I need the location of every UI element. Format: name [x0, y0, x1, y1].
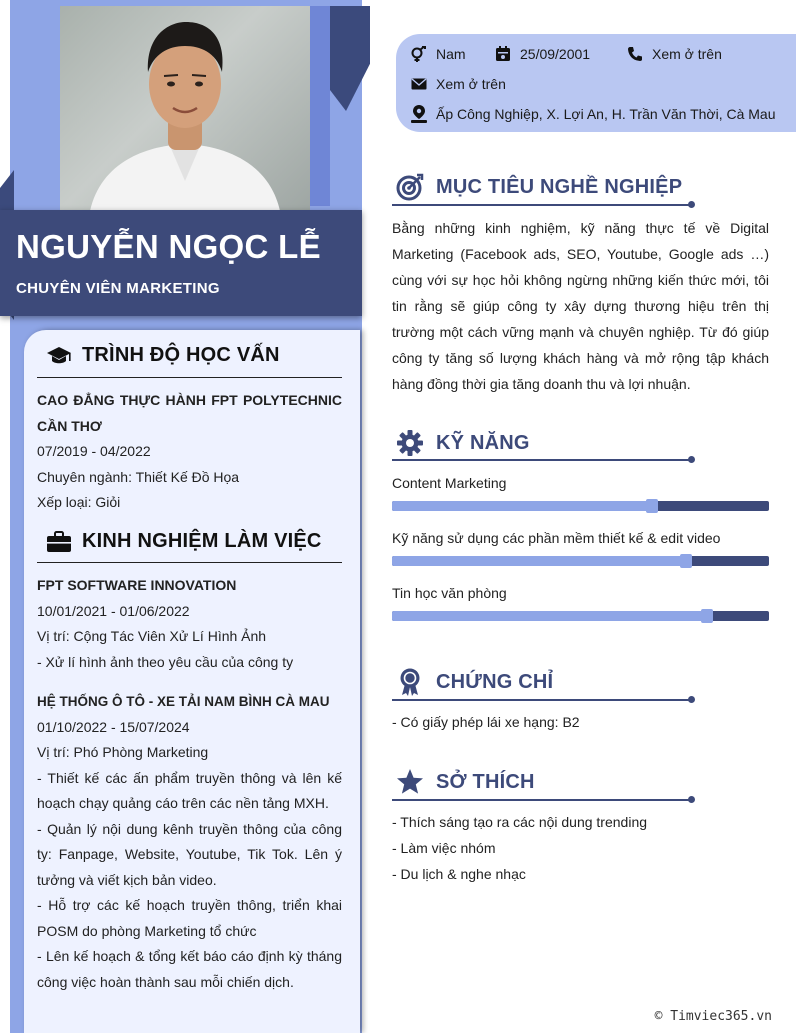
- education-grade: Xếp loại: Giỏi: [37, 494, 121, 510]
- email-value: Xem ở trên: [436, 76, 506, 92]
- education-details: [37, 388, 342, 516]
- phone-icon: [626, 46, 644, 62]
- contact-gender: [410, 46, 466, 62]
- decor-corner-top: [330, 6, 370, 111]
- skill-label: Tin học văn phòng: [392, 585, 507, 601]
- certificate-item: - Có giấy phép lái xe hạng: B2: [392, 714, 580, 730]
- skill-bar: [392, 611, 769, 621]
- gear-icon: [396, 429, 424, 457]
- job-duty: - Xử lí hình ảnh theo yêu cầu của công ty: [37, 653, 294, 670]
- education-school: CAO ĐẲNG THỰC HÀNH FPT POLYTECHNIC CẦN THƠ: [37, 392, 342, 434]
- contact-address: [410, 106, 776, 122]
- skill-bar: [392, 501, 769, 511]
- hobby-item: - Du lịch & nghe nhạc: [392, 866, 526, 882]
- job-period: 01/10/2022 - 15/07/2024: [37, 718, 190, 735]
- job-duty: - Lên kế hoạch & tổng kết báo cáo định kỳ tháng công việc hoàn thành sau mỗi chiến dịch.: [37, 948, 342, 990]
- objective-header: [396, 173, 682, 201]
- certificates-header: [396, 668, 553, 696]
- experience-divider: [37, 562, 342, 563]
- phone-value: Xem ở trên: [652, 46, 722, 62]
- contact-birthday: [494, 46, 590, 62]
- location-pin-icon: [410, 106, 428, 122]
- certificates-title: CHỨNG CHỈ: [436, 670, 554, 693]
- objective-title: MỤC TIÊU NGHỀ NGHIỆP: [436, 175, 683, 198]
- job-company: HỆ THỐNG Ô TÔ - XE TẢI NAM BÌNH CÀ MAU: [37, 694, 330, 709]
- education-divider: [37, 377, 342, 378]
- job-duty: - Thiết kế các ấn phẩm truyền thông và lên kế hoạch chạy quảng cáo trên các nền tảng MXH.: [37, 769, 342, 811]
- objective-text: Bằng những kinh nghiệm, kỹ năng thực tế về Digital Marketing (Facebook ads, SEO, Youtube, Google ads …) cùng với sự học hỏi không ngừng những kiến thức mới, tôi tin rằng sẽ giúp công ty xây dựng thương hiệu trên thị trường một cách vững mạnh và chuyên nghiệp. Từ đó giúp công ty tăng số lượng khách hàng và mở rộng tập khách hàng đồng thời gia tăng doanh thu và lợi nhuận.: [392, 220, 769, 392]
- calendar-icon: [494, 46, 512, 62]
- experience-title: KINH NGHIỆM LÀM VIỆC: [82, 530, 322, 552]
- skill-bar-knob: [646, 499, 658, 513]
- skill-bar: [392, 556, 769, 566]
- job-position: Vị trí: Cộng Tác Viên Xử Lí Hình Ảnh: [37, 628, 267, 644]
- skill-bar-fill: [392, 501, 652, 511]
- job-duty: - Hỗ trợ các kế hoạch truyền thông, triển khai POSM do phòng Marketing tổ chức: [37, 897, 342, 939]
- star-icon: [396, 768, 424, 796]
- objective-divider: [392, 204, 692, 206]
- experience-job-1: [37, 573, 342, 675]
- skill-bar-fill: [392, 556, 686, 566]
- candidate-name: NGUYỄN NGỌC LỄ: [16, 228, 321, 265]
- hobby-item: - Thích sáng tạo ra các nội dung trending: [392, 814, 648, 830]
- hobbies-divider: [392, 799, 692, 801]
- hobbies-header: [396, 768, 535, 796]
- contact-email: [410, 76, 506, 92]
- skill-bar-fill: [392, 611, 707, 621]
- gender-value: Nam: [436, 46, 466, 62]
- envelope-icon: [410, 76, 428, 92]
- contact-phone: [626, 46, 722, 62]
- skills-header: [396, 429, 530, 457]
- watermark: © Timviec365.vn: [654, 1009, 772, 1024]
- skills-divider: [392, 459, 692, 461]
- address-value: Ấp Công Nghiệp, X. Lợi An, H. Trần Văn Thời, Cà Mau: [436, 106, 776, 122]
- profile-photo: [60, 6, 310, 211]
- experience-job-2: [37, 689, 342, 995]
- skills-title: KỸ NĂNG: [436, 431, 530, 454]
- hobbies-title: SỞ THÍCH: [436, 770, 535, 793]
- briefcase-icon: [46, 531, 72, 553]
- experience-header: [46, 530, 322, 553]
- skill-bar-knob: [701, 609, 713, 623]
- skill-bar-knob: [680, 554, 692, 568]
- job-period: 10/01/2021 - 01/06/2022: [37, 602, 190, 619]
- job-position: Vị trí: Phó Phòng Marketing: [37, 744, 209, 760]
- birthday-value: 25/09/2001: [520, 46, 591, 62]
- job-company: FPT SOFTWARE INNOVATION: [37, 577, 237, 593]
- education-title: TRÌNH ĐỘ HỌC VẤN: [82, 344, 280, 366]
- education-major: Chuyên ngành: Thiết Kế Đồ Họa: [37, 468, 240, 485]
- skill-label: Kỹ năng sử dụng các phần mềm thiết kế & edit video: [392, 530, 721, 546]
- hobbies-list: [392, 809, 647, 887]
- education-header: [46, 344, 280, 367]
- gender-icon: [410, 46, 428, 62]
- candidate-job-title: CHUYÊN VIÊN MARKETING: [16, 280, 220, 297]
- certificates-divider: [392, 699, 692, 701]
- target-icon: [396, 173, 424, 201]
- graduation-cap-icon: [46, 345, 72, 367]
- education-period: 07/2019 - 04/2022: [37, 443, 151, 459]
- decor-tab: [308, 6, 330, 206]
- hobby-item: - Làm việc nhóm: [392, 840, 496, 856]
- skill-label: Content Marketing: [392, 475, 507, 491]
- job-duty: - Quản lý nội dung kênh truyền thông của công ty: Fanpage, Website, Youtube, Tik Tok. Lên ý tưởng và viết kịch bản video.: [37, 820, 342, 888]
- award-ribbon-icon: [396, 668, 424, 696]
